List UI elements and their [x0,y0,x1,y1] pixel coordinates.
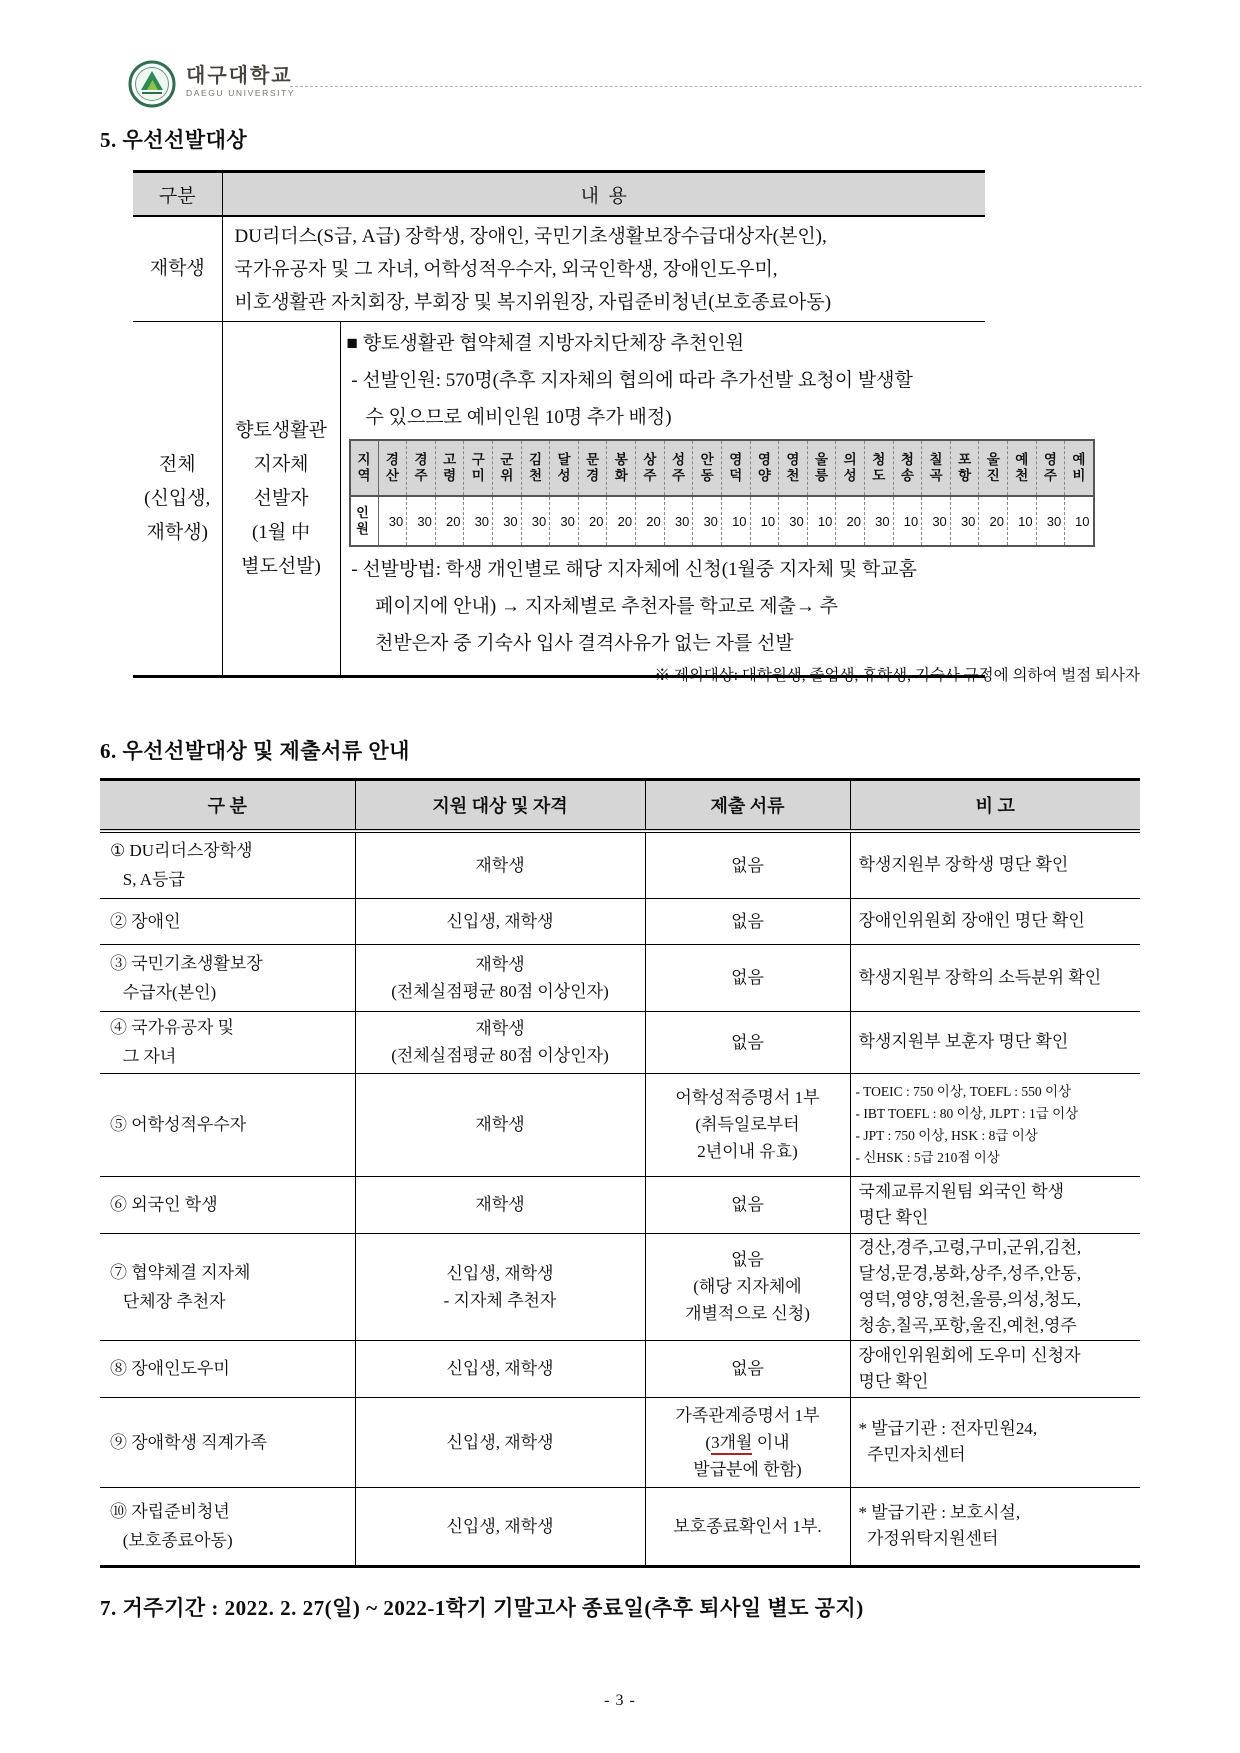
text-line: DU리더스(S급, A급) 장학생, 장애인, 국민기초생활보장수급대상자(본인), [234,225,827,247]
category-cell [100,898,355,944]
text-line: 천받은자 중 기숙사 입사 결격사유가 없는 자를 선발 [346,633,794,654]
table-row [100,1011,1140,1073]
region-name: 예 비 [1065,440,1094,496]
region-name: 영 덕 [721,440,750,496]
text-line: 영덕,영양,영천,울릉,의성,청도, [858,1289,1082,1309]
region-count: 30 [493,496,522,546]
region-name: 영 양 [750,440,779,496]
region-name: 군 위 [493,440,522,496]
text-line: ⑤ 어학성적우수자 [110,1115,247,1134]
region-count: 10 [1065,496,1094,546]
text-line: 가족관계증명서 1부 [675,1405,820,1425]
t2-header-row [100,781,1140,831]
region-name: 경 주 [407,440,436,496]
text-line: 없음 [731,911,764,931]
category-cell [100,1176,355,1233]
text-line: ② 장애인 [110,911,181,931]
text-line: 수급자(본인) [110,982,217,1002]
documents-cell [645,1487,850,1565]
text-line: ① DU리더스장학생 [110,841,253,861]
text-line: 신입생, 재학생 [446,1516,554,1536]
t2-column-header: 제출 서류 [645,781,850,831]
category-cell [100,1073,355,1176]
region-count: 20 [607,496,636,546]
region-count: 10 [893,496,922,546]
region-count: 10 [721,496,750,546]
remark-cell [850,1487,1140,1565]
region-count: 20 [636,496,665,546]
target-cell [355,1073,645,1176]
region-count: 30 [779,496,808,546]
documents-guide-table [100,778,1140,1568]
table-row [100,944,1140,1011]
text-line: 재학생) [146,521,208,543]
text-line: S, A등급 [110,870,185,890]
region-count: 20 [435,496,464,546]
category-cell [100,944,355,1011]
text-line: (3개월 이내 [647,1429,849,1456]
region-name: 경 산 [378,440,407,496]
text-line: 없음 [731,1359,764,1378]
text-line: 향토생활관 [235,419,327,441]
remark-cell [850,1073,1140,1176]
t2-column-header: 비 고 [850,781,1140,831]
target-cell [355,1011,645,1073]
text-line: 달성,문경,봉화,상주,성주,안동, [858,1263,1082,1283]
remark-cell [850,944,1140,1011]
text-line: 신입생, 재학생 [446,911,554,931]
region-allocation-table [349,439,1095,547]
t1-header-category: 구분 [133,173,222,216]
region-count: 30 [407,496,436,546]
text-line: 신입생, 재학생 [446,1359,554,1378]
documents-cell [645,944,850,1011]
text-line: 페이지에 안내) → 지자체별로 추천자를 학교로 제출→ 추 [346,596,839,617]
text-line: 재학생 [475,1115,525,1134]
text-line: - 선발인원: 570명(추후 지자체의 협의에 따라 추가선발 요청이 발생할 [346,370,913,391]
text-line: 없음 [731,1195,764,1214]
region-count: 20 [836,496,865,546]
region-count: 30 [1036,496,1065,546]
region-name: 청 송 [893,440,922,496]
documents-cell [645,831,850,898]
region-name: 봉 화 [607,440,636,496]
text-line: 학생지원부 보훈자 명단 확인 [858,1032,1069,1051]
region-count: 30 [950,496,979,546]
logo-title: 대구대학교 [186,65,293,87]
text-line: 재학생 [475,1019,525,1038]
text-line: - IBT TOEFL : 80 이상, JLPT : 1급 이상 [855,1105,1079,1121]
text-line: 재학생 [475,855,525,875]
region-header-row [350,440,1094,496]
text-line: - JPT : 750 이상, HSK : 8급 이상 [855,1127,1038,1143]
text-line: 장애인위원회 장애인 명단 확인 [858,911,1085,930]
region-count: 30 [521,496,550,546]
category-cell [100,1011,355,1073]
text-line: 청송,칠곡,포항,울진,예천,영주 [858,1315,1077,1335]
text-line: ③ 국민기초생활보장 [110,953,263,973]
text-line: 경산,경주,고령,구미,군위,김천, [858,1237,1082,1257]
region-count: 10 [807,496,836,546]
category-cell [100,1233,355,1340]
region-name: 상 주 [636,440,665,496]
t1-row2-subcategory [222,322,340,676]
remark-cell [850,1397,1140,1487]
text-line: 국가유공자 및 그 자녀, 어학성적우수자, 외국인학생, 장애인도우미, [234,258,778,280]
documents-cell [645,1176,850,1233]
t1-header-content: 내 용 [222,173,985,216]
text-line: ④ 국가유공자 및 [110,1018,235,1037]
documents-cell [645,1397,850,1487]
text-line: 없음 [731,855,764,875]
t1-row1-category: 재학생 [133,216,222,322]
text-line: ⑩ 자립준비청년 [110,1502,230,1522]
t1-row2-category [133,322,222,676]
target-cell [355,944,645,1011]
t1-row2-content [340,322,1090,676]
region-count: 30 [693,496,722,546]
region-count: 30 [550,496,579,546]
target-cell [355,1340,645,1397]
region-count: 20 [578,496,607,546]
region-count: 30 [464,496,493,546]
text-line: 명단 확인 [858,1207,929,1227]
text-line: 지자체 [253,453,309,475]
region-name: 포 항 [950,440,979,496]
region-count: 30 [922,496,951,546]
documents-cell [645,1073,850,1176]
table-row [100,831,1140,898]
text-line: * 발급기관 : 보호시설, [858,1503,1021,1523]
region-name: 예 천 [1008,440,1037,496]
text-line: 어학성적증명서 1부 [675,1088,820,1107]
documents-cell [645,1233,850,1340]
text-line: ⑥ 외국인 학생 [110,1195,218,1214]
target-cell [355,1397,645,1487]
text-line: 신입생, 재학생 [446,1432,554,1452]
text-line: 발급분에 한함) [693,1459,802,1479]
region-count-row [350,496,1094,546]
category-cell [100,831,355,898]
region-count: 10 [750,496,779,546]
logo-text [186,66,295,98]
target-cell [355,1487,645,1565]
region-name: 영 천 [779,440,808,496]
region-name: 칠 곡 [922,440,951,496]
t2-column-header: 지원 대상 및 자격 [355,781,645,831]
remark-cell [850,1176,1140,1233]
region-name: 영 주 [1036,440,1065,496]
text-line: 없음 [731,1250,764,1269]
text-line: - 선발방법: 학생 개인별로 해당 지자체에 신청(1월중 지자체 및 학교홈 [346,559,917,580]
documents-cell [645,898,850,944]
header [128,58,1142,118]
selection-count-text [347,325,986,436]
category-cell [100,1397,355,1487]
region-name: 구 미 [464,440,493,496]
text-line: 선발자 [253,487,309,509]
text-line: 별도선발) [241,555,321,577]
table-row [100,1073,1140,1176]
table-row [100,1176,1140,1233]
text-line: ■ 향토생활관 협약체결 지방자치단체장 추천인원 [346,333,745,354]
text-line: (보호종료아동) [110,1531,233,1551]
logo-subtitle: DAEGU UNIVERSITY [186,88,296,98]
text-line: (전체실점평균 80점 이상인자) [391,981,609,1001]
text-line: 보호종료확인서 1부. [673,1516,822,1536]
text-line: 신입생, 재학생 [446,1263,554,1283]
text-line: (전체실점평균 80점 이상인자) [391,1046,609,1065]
text-line: 단체장 추천자 [110,1291,226,1311]
header-divider [290,86,1142,87]
section6-title: 6. 우선선발대상 및 제출서류 안내 [100,739,410,763]
text-line: (취득일로부터 [695,1115,800,1134]
text-line: (해당 지자체에 [693,1277,802,1296]
underlined-text: 3개월 [711,1433,752,1455]
text-line: 재학생 [475,954,525,974]
region-count: 30 [378,496,407,546]
text-line: 전체 [158,453,196,475]
region-name: 청 도 [864,440,893,496]
table-row [133,216,985,322]
region-count: 20 [979,496,1008,546]
text-line: 그 자녀 [110,1047,177,1066]
remark-cell [850,831,1140,898]
region-count: 10 [1008,496,1037,546]
region-name: 안 동 [693,440,722,496]
text-line: ⑧ 장애인도우미 [110,1359,230,1378]
text-line: 개별적으로 신청) [685,1304,810,1323]
remark-cell [850,1011,1140,1073]
target-cell [355,1233,645,1340]
region-count: 30 [664,496,693,546]
documents-cell [645,1011,850,1073]
region-name: 울 릉 [807,440,836,496]
category-cell [100,1487,355,1565]
region-label: 지 역 [350,440,379,496]
text-line: - 신HSK : 5급 210점 이상 [855,1149,1000,1165]
table-row [100,1487,1140,1565]
text-line: ⑨ 장애학생 직계가족 [110,1432,267,1452]
text-line: 장애인위원회에 도우미 신청자 [858,1345,1081,1365]
target-cell [355,1176,645,1233]
target-cell [355,898,645,944]
remark-cell [850,898,1140,944]
t2-column-header: 구 분 [100,781,355,831]
table-row [100,1233,1140,1340]
text-line: 국제교류지원팀 외국인 학생 [858,1181,1065,1201]
text-line: 없음 [731,1032,764,1052]
section5-title: 5. 우선선발대상 [100,128,248,152]
documents-cell [645,1340,850,1397]
table-row [133,322,985,676]
text-line: - TOEIC : 750 이상, TOEFL : 550 이상 [855,1083,1072,1099]
university-seal-logo [128,60,176,108]
remark-cell [850,1233,1140,1340]
text-line: * 발급기관 : 전자민원24, [858,1419,1038,1438]
section7-title: 7. 거주기간 : 2022. 2. 27(일) ~ 2022-1학기 기말고사 종료일(추후 퇴사일 별도 공지) [100,1596,864,1620]
text-line: 학생지원부 장학의 소득분위 확인 [858,967,1102,987]
exclusion-note: ※ 제외대상: 대학원생, 졸업생, 휴학생, 기숙사 규정에 의하여 벌점 퇴사자 [654,667,1140,684]
page-number: - 3 - [604,1692,636,1709]
text-line: 2년이내 유효) [697,1142,798,1161]
table-row [100,1397,1140,1487]
text-line: - 지자체 추천자 [443,1290,557,1310]
text-line: 명단 확인 [858,1371,929,1391]
text-line: 수 있으므로 예비인원 10명 추가 배정) [346,407,672,428]
region-name: 김 천 [521,440,550,496]
region-name: 성 주 [664,440,693,496]
table-row [100,898,1140,944]
text-line: 학생지원부 장학생 명단 확인 [858,855,1069,875]
region-name: 문 경 [578,440,607,496]
region-count: 30 [864,496,893,546]
target-cell [355,831,645,898]
text-line: 주민자치센터 [858,1445,966,1464]
t1-header-row [133,173,985,216]
selection-method-text [347,551,986,662]
text-line: 가정위탁지원센터 [858,1529,999,1549]
remark-cell [850,1340,1140,1397]
region-name: 고 령 [435,440,464,496]
text-line: 비호생활관 자치회장, 부회장 및 복지위원장, 자립준비청년(보호종료아동) [234,291,832,313]
text-line: 없음 [731,968,764,987]
text-line: 재학생 [475,1195,525,1214]
count-label: 인 원 [350,496,379,546]
table-row [100,1340,1140,1397]
text-line: ⑦ 협약체결 지자체 [110,1262,251,1282]
t1-row1-content [222,216,985,322]
category-cell [100,1340,355,1397]
region-name: 의 성 [836,440,865,496]
region-name: 울 진 [979,440,1008,496]
text-line: (신입생, [144,487,211,509]
region-name: 달 성 [550,440,579,496]
text-line: (1월 中 [252,521,310,543]
